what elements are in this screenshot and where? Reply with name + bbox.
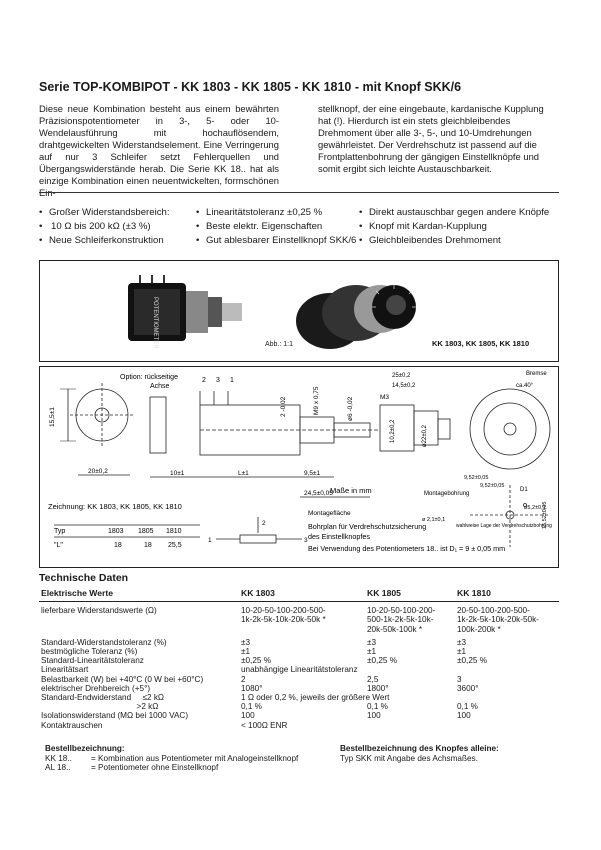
masse-label: Maße in mm xyxy=(330,486,372,495)
montageflaeche-label: Montagefläche xyxy=(308,510,351,517)
spec-row xyxy=(39,602,559,638)
spec-header-row xyxy=(39,586,559,602)
feature-item xyxy=(39,220,170,234)
achse-label: Achse xyxy=(150,383,170,390)
spec-cell: Standard-Endwiderstand ≤2 kΩ xyxy=(41,693,165,703)
intro-right xyxy=(318,103,558,175)
feature-item: • Gut ablesbarer Einstellknopf SKK/6 xyxy=(196,234,356,248)
technical-drawing-svg xyxy=(40,367,558,567)
spec-row xyxy=(39,721,559,730)
order-desc: = Potentiometer ohne Einstellknopf xyxy=(91,763,219,773)
dim-10: 10±1 xyxy=(170,470,185,477)
dim-5-2: ø5,2±0,1 xyxy=(524,505,546,511)
order-right-title: Bestellbezeichnung des Knopfes alleine: xyxy=(340,744,499,753)
spec-cell: unabhängige Linearitätstoleranz xyxy=(241,665,358,675)
spec-cell: ±3 xyxy=(457,637,467,647)
photo-scale: Abb.: 1:1 xyxy=(265,341,294,348)
order-right xyxy=(340,744,499,763)
spec-row xyxy=(39,647,559,656)
spec-cell: Isolationswiderstand (MΩ bei 1000 VAC) xyxy=(41,711,189,721)
potentiometer-angled-photo xyxy=(296,285,416,349)
photo-models: KK 1803, KK 1805, KK 1810 xyxy=(432,339,530,348)
photo-label-text: POTENTIOMETER xyxy=(152,297,158,349)
spec-cell: 20-50-100-200-500- 1k-2k-5k-10k-20k-50k- 100k-200k * xyxy=(457,606,539,634)
dim-25: 25±0,2 xyxy=(392,373,411,379)
option-label: Option: rückseitige xyxy=(120,374,178,381)
spec-cell: 3 xyxy=(457,674,462,684)
spec-cell: 1080° xyxy=(241,683,263,693)
spec-cell: 3600° xyxy=(457,683,479,693)
dim-20: 20±0,2 xyxy=(88,468,108,475)
spec-cell: ±3 xyxy=(241,637,251,647)
dim-9-52a: 9,52±0,05 xyxy=(464,475,489,481)
spec-cell: Belastbarkeit (W) bei +40°C (0 W bei +60°C) xyxy=(41,674,204,684)
spec-header: KK 1803 xyxy=(239,586,365,602)
product-photo xyxy=(39,260,559,362)
spec-row xyxy=(39,702,559,711)
typ-cell: "L" xyxy=(54,542,63,549)
spec-cell: 1800° xyxy=(367,683,389,693)
typ-header: 1803 xyxy=(108,528,124,535)
technical-drawing xyxy=(39,366,559,568)
spec-cell: ±1 xyxy=(367,647,377,657)
spec-cell: 100 xyxy=(367,711,381,721)
feature-item: • Großer Widerstandsbereich: xyxy=(39,206,170,220)
spec-cell: ±0,25 % xyxy=(367,656,397,666)
intro-right-text: stellknopf, der eine eingebaute, kardanische Kupplung hat (!). Hierdurch ist ein stets gleichbleibendes Drehmoment über alle 3-, 5-, und 10-Umdrehungen gewährleistet. Der Verdrehschutz ist passend auf die Frontplattenbohrung der gängigen Einstellknöpfe und somit ergibt sich leichte Austauschbarkeit. xyxy=(318,103,544,174)
typ-header: 1810 xyxy=(166,528,182,535)
spec-cell: 0,1 % xyxy=(457,702,478,712)
feature-item: • Gleichbleibendes Drehmoment xyxy=(359,234,549,248)
dim-d1: D1 xyxy=(520,487,528,493)
spec-cell: bestmögliche Toleranz (%) xyxy=(41,647,138,657)
dim-6: ø6 -0,02 xyxy=(347,396,354,421)
spec-cell: 100 xyxy=(457,711,471,721)
bohrplan-line: Bei Verwendung des Potentiometers 18.. ist D₁ = 9 ± 0,05 mm xyxy=(308,544,506,553)
dim-10-2: 10,2±0,2 xyxy=(390,419,396,443)
spec-header: KK 1810 xyxy=(455,586,559,602)
circuit-label: 2 xyxy=(262,520,266,527)
ca-40-label: ca.40° xyxy=(516,383,534,389)
spec-cell: lieferbare Widerstandswerte (Ω) xyxy=(41,606,157,616)
spec-cell: ±1 xyxy=(457,647,467,657)
pin-label: 2 xyxy=(202,377,206,384)
dim-15-52: 15,52±0,05 xyxy=(542,501,548,529)
circuit-label: 1 xyxy=(208,537,212,544)
typ-cell: 18 xyxy=(114,542,122,549)
spec-cell: 100 xyxy=(241,711,255,721)
dim-14-5: 14,5±0,2 xyxy=(392,383,416,389)
dim-m3: M3 xyxy=(380,394,390,401)
dim-2: 2 -0,02 xyxy=(280,396,287,417)
typ-cell: 25,5 xyxy=(168,542,182,549)
spec-table xyxy=(39,586,559,730)
dim-m9: M9 x 0,75 xyxy=(313,386,320,415)
feature-sub: 10 Ω bis 200 kΩ (±3 %) xyxy=(51,221,151,232)
spec-header: KK 1805 xyxy=(365,586,455,602)
product-photo-illustration xyxy=(40,261,558,361)
typ-cell: 18 xyxy=(144,542,152,549)
spec-row xyxy=(39,684,559,693)
feature-item: • Linearitätstoleranz ±0,25 % xyxy=(196,206,356,220)
dim-24-5: 24,5±0,05 xyxy=(304,490,333,497)
spec-cell: 10-20-50-100-200- 500-1k-2k-5k-10k- 20k-50k-100k * xyxy=(367,606,436,634)
spec-row xyxy=(39,638,559,647)
zeichnung-label: Zeichnung: KK 1803, KK 1805, KK 1810 xyxy=(48,502,182,511)
spec-cell: elektrischer Drehbereich (+5°) xyxy=(41,683,151,693)
intro-left xyxy=(39,103,279,199)
spec-cell: ±1 xyxy=(241,647,251,657)
spec-cell: Standard-Linearitätstoleranz xyxy=(41,656,144,666)
spec-cell: Kontaktrauschen xyxy=(41,720,103,730)
spec-row xyxy=(39,675,559,684)
spec-cell: < 100Ω ENR xyxy=(241,720,288,730)
spec-header: Elektrische Werte xyxy=(39,586,239,602)
spec-cell: ±0,25 % xyxy=(241,656,271,666)
spec-cell: 2,5 xyxy=(367,674,379,684)
spec-row xyxy=(39,665,559,674)
spec-cell: >2 kΩ xyxy=(41,702,159,712)
spec-row xyxy=(39,693,559,702)
spec-cell: 0,1 % xyxy=(367,702,388,712)
spec-body xyxy=(39,602,559,730)
feature-column-2 xyxy=(196,206,356,248)
spec-cell: Linearitätsart xyxy=(41,665,89,675)
spec-cell: 2 xyxy=(241,674,246,684)
feature-item: • Beste elektr. Eigenschaften xyxy=(196,220,356,234)
spec-cell: 1 Ω oder 0,2 %, jeweils der größere Wert xyxy=(241,693,390,703)
bohrplan-line: des Einstellknopfes xyxy=(308,532,370,541)
divider xyxy=(39,192,559,193)
spec-cell: ±3 xyxy=(367,637,377,647)
order-left xyxy=(45,744,298,773)
montagebohrung-label: Montagebohrung xyxy=(424,491,470,497)
order-code: KK 18.. xyxy=(45,753,72,763)
spec-cell: ±0,25 % xyxy=(457,656,487,666)
spec-cell: Standard-Widerstandstoleranz (%) xyxy=(41,637,167,647)
spec-row xyxy=(39,711,559,720)
order-right-line: Typ SKK mit Angabe des Achsmaßes. xyxy=(340,753,478,763)
order-line xyxy=(45,754,298,764)
order-left-title: Bestellbezeichnung: xyxy=(45,744,125,753)
order-line xyxy=(45,763,298,773)
tech-title: Technische Daten xyxy=(39,572,129,584)
spec-row xyxy=(39,656,559,665)
feature-item: • Neue Schleiferkonstruktion xyxy=(39,234,170,248)
feature-column-3 xyxy=(359,206,549,248)
bremse-label: Bremse xyxy=(526,371,547,377)
potentiometer-side-photo xyxy=(128,275,242,349)
order-desc: = Kombination aus Potentiometer mit Analogeinstellknopf xyxy=(91,753,299,763)
order-code: AL 18.. xyxy=(45,763,71,773)
spec-cell: 0,1 % xyxy=(241,702,262,712)
bohrplan-line: Bohrplan für Verdrehschutzsicherung xyxy=(308,522,427,531)
feature-item: • Knopf mit Kardan-Kupplung xyxy=(359,220,549,234)
page-title: Serie TOP-KOMBIPOT - KK 1803 - KK 1805 - KK 1810 - mit Knopf SKK/6 xyxy=(39,80,462,94)
dim-2-1: ø 2,1±0,1 xyxy=(422,517,446,523)
dim-hint: wahlweise Lage der Verdrehschutzbohrung xyxy=(456,523,552,529)
dim-15-5: 15,5±1 xyxy=(49,407,56,427)
typ-header: Typ xyxy=(54,528,66,535)
pin-label: 3 xyxy=(216,377,220,384)
spec-cell: 10-20-50-100-200-500- 1k-2k-5k-10k-20k-50k * xyxy=(241,606,326,625)
dim-9-5: 9,5±1 xyxy=(304,470,321,477)
dim-22: ø22±0,2 xyxy=(422,425,428,447)
feature-item: • Direkt austauschbar gegen andere Knöpfe xyxy=(359,206,549,220)
typ-header: 1805 xyxy=(138,528,154,535)
dim-9-52b: 9,52±0,05 xyxy=(480,483,505,489)
pin-label: 1 xyxy=(230,377,234,384)
intro-left-text: Diese neue Kombination besteht aus einem bewährten Präzisionspotentiometer in 3-, 5- oder 10-Wendelausführung mit hochauflösendem, drahtgewickelten Widerstandselement. Eine Verringerung auf nur 3 Schleifer setzt Fehlerquellen und Übergangswiderstände herab. Die Serie KK 18.. hat als einzige Kombination einen neuentwickelten, formschönen xyxy=(39,103,279,186)
feature-column-1 xyxy=(39,206,170,248)
dim-l: L±1 xyxy=(238,470,249,477)
circuit-label: 3 xyxy=(304,537,308,544)
